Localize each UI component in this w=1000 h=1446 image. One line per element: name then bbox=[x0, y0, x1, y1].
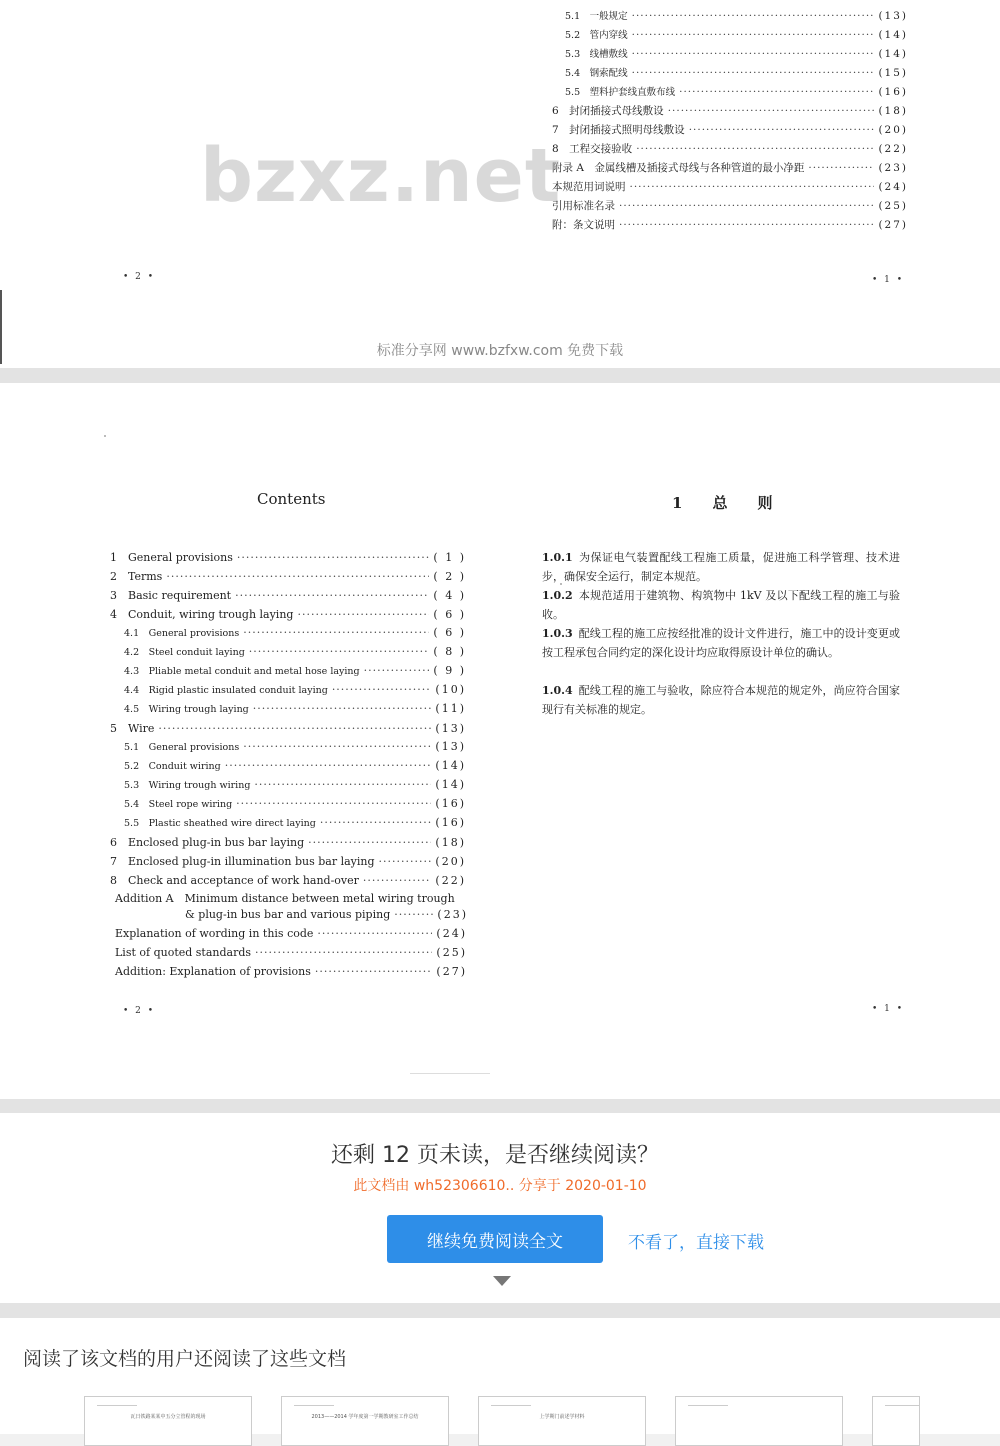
toc-page: (18) bbox=[435, 836, 466, 849]
toc-page: ( 8 ) bbox=[433, 645, 466, 658]
toc-label: 5.1 General provisions bbox=[124, 742, 240, 753]
toc-label: 3 Basic requirement bbox=[110, 589, 232, 602]
toc-label: 4.3 Pliable metal conduit and metal hose laying bbox=[124, 666, 360, 677]
toc-page: ( 6 ) bbox=[433, 608, 466, 621]
toc-label: 6 Enclosed plug-in bus bar laying bbox=[110, 836, 305, 849]
thumbnail-title: 2013——2014 学年度第一学期教研室工作总结 bbox=[311, 1414, 419, 1420]
remaining-pages-title: 还剩 12 页未读，是否继续阅读？ bbox=[331, 1143, 659, 1168]
toc-label: 4.5 Wiring trough laying bbox=[124, 704, 249, 715]
clause-paragraph bbox=[542, 624, 900, 662]
toc-entry bbox=[110, 777, 466, 795]
toc-entry bbox=[552, 198, 908, 214]
toc-page: (14) bbox=[878, 48, 908, 60]
toc-label: 5.5 塑料护套线直敷布线 bbox=[565, 87, 676, 98]
toc-page: (15) bbox=[878, 67, 908, 79]
toc-entry bbox=[552, 84, 908, 100]
related-title: 阅读了该文档的用户还阅读了这些文档 bbox=[23, 1348, 347, 1370]
toc-entry bbox=[110, 739, 466, 757]
toc-label: 5.4 钢索配线 bbox=[565, 68, 628, 79]
toc-entry bbox=[552, 160, 908, 176]
toc-page: (14) bbox=[878, 29, 908, 41]
page-number-left: • 2 • bbox=[123, 1006, 156, 1016]
toc-label: 2 Terms bbox=[110, 570, 163, 583]
toc-entry bbox=[552, 65, 908, 81]
thumbnail-title: 瓦日铁路某某中五分立管程的现场 bbox=[130, 1414, 206, 1420]
toc-page: (16) bbox=[878, 86, 908, 98]
toc-page: (14) bbox=[435, 778, 466, 791]
document-page-1 bbox=[0, 0, 1000, 368]
related-doc-thumbnail[interactable] bbox=[478, 1396, 646, 1446]
toc-page: ( 9 ) bbox=[433, 664, 466, 677]
toc-entry bbox=[110, 720, 466, 738]
clause-paragraph bbox=[542, 586, 900, 624]
toc-label: 5 Wire bbox=[110, 722, 155, 735]
toc-entry bbox=[110, 587, 466, 605]
toc-page: (13) bbox=[435, 722, 466, 735]
related-doc-thumbnail[interactable] bbox=[675, 1396, 843, 1446]
related-doc-thumbnail[interactable] bbox=[281, 1396, 449, 1446]
toc-addition-a bbox=[115, 890, 467, 906]
toc-entry bbox=[110, 682, 466, 700]
toc-addition-a-cont bbox=[185, 908, 468, 921]
download-link[interactable]: 不看了，直接下载 bbox=[628, 1233, 764, 1253]
clause-text: 配线工程的施工应按经批准的设计文件进行，施工中的设计变更或按工程承包合同约定的深化设计均应取得原设计单位的确认。 bbox=[542, 627, 900, 659]
toc-entry bbox=[110, 834, 466, 852]
toc-label: 5.2 Conduit wiring bbox=[124, 761, 221, 772]
toc-label: 4 Conduit, wiring trough laying bbox=[110, 608, 294, 621]
toc-page: (20) bbox=[435, 855, 466, 868]
toc-label: 6 封闭插接式母线敷设 bbox=[552, 105, 664, 117]
toc-label: 5.5 Plastic sheathed wire direct laying bbox=[124, 818, 316, 829]
related-doc-thumbnail[interactable] bbox=[872, 1396, 920, 1446]
toc-entry bbox=[110, 625, 466, 643]
toc-entry bbox=[552, 122, 908, 138]
toc-label: 1 General provisions bbox=[110, 551, 233, 564]
toc-page: (13) bbox=[878, 10, 908, 22]
toc-entry bbox=[552, 27, 908, 43]
toc-page: ( 1 ) bbox=[433, 551, 466, 564]
toc-entry bbox=[552, 179, 908, 195]
page-gap bbox=[0, 1099, 1000, 1113]
toc-entry bbox=[110, 853, 466, 871]
toc-label: 引用标准名录 bbox=[552, 200, 615, 212]
toc-entry bbox=[115, 965, 467, 978]
toc-page: (25) bbox=[436, 946, 467, 959]
toc-entry bbox=[110, 568, 466, 586]
toc-entry bbox=[110, 701, 466, 719]
toc-page: (22) bbox=[435, 874, 466, 887]
clause-number: 1.0.2 bbox=[542, 589, 573, 602]
toc-page: (10) bbox=[435, 683, 466, 696]
toc-page: (16) bbox=[435, 816, 466, 829]
toc-label: & plug-in bus bar and various piping bbox=[185, 908, 391, 921]
clause-text: 为保证电气装置配线工程施工质量，促进施工科学管理、技术进步，确保安全运行，制定本规范。 bbox=[542, 551, 900, 583]
clause-text: 本规范适用于建筑物、构筑物中 1kV 及以下配线工程的施工与验收。 bbox=[542, 589, 900, 621]
shared-by-info: 此文档由 wh52306610.. 分享于 2020-01-10 bbox=[353, 1178, 647, 1194]
page-number-right: • 1 • bbox=[872, 275, 905, 285]
page-number-left: • 2 • bbox=[123, 272, 156, 282]
toc-entry bbox=[110, 644, 466, 662]
clause-number: 1.0.1 bbox=[542, 551, 573, 564]
toc-page: (25) bbox=[878, 200, 908, 212]
toc-label: 7 Enclosed plug-in illumination bus bar laying bbox=[110, 855, 375, 868]
toc-page: (27) bbox=[878, 219, 908, 231]
page-number-right: • 1 • bbox=[872, 1004, 905, 1014]
toc-entry bbox=[115, 927, 467, 940]
toc-page: (14) bbox=[435, 759, 466, 772]
toc-entry bbox=[552, 141, 908, 157]
contents-title: Contents bbox=[257, 490, 326, 508]
toc-label: 附：条文说明 bbox=[552, 219, 615, 231]
toc-entry bbox=[552, 217, 908, 233]
toc-page: (24) bbox=[436, 927, 467, 940]
toc-label: 8 工程交接验收 bbox=[552, 143, 633, 155]
chapter-title: 1 总 则 bbox=[672, 494, 775, 512]
clause-text: 配线工程的施工与验收，除应符合本规范的规定外，尚应符合国家现行有关标准的规定。 bbox=[542, 684, 900, 716]
chevron-down-icon[interactable] bbox=[493, 1276, 511, 1286]
toc-label: 7 封闭插接式照明母线敷设 bbox=[552, 124, 685, 136]
toc-label: 5.1 一般规定 bbox=[565, 11, 628, 22]
toc-label: Addition A Minimum distance between metal wiring trough bbox=[115, 892, 455, 905]
toc-label: 8 Check and acceptance of work hand-over bbox=[110, 874, 359, 887]
toc-label: Explanation of wording in this code bbox=[115, 927, 314, 940]
toc-label: 4.1 General provisions bbox=[124, 628, 240, 639]
toc-page: (11) bbox=[435, 702, 466, 715]
toc-label: 4.2 Steel conduit laying bbox=[124, 647, 245, 658]
toc-page: (18) bbox=[878, 105, 908, 117]
toc-entry bbox=[110, 663, 466, 681]
toc-label: List of quoted standards bbox=[115, 946, 252, 959]
toc-label: 5.4 Steel rope wiring bbox=[124, 799, 233, 810]
toc-page: (27) bbox=[436, 965, 467, 978]
toc-page: (16) bbox=[435, 797, 466, 810]
footer-site-text: 标准分享网 www.bzfxw.com 免费下载 bbox=[376, 343, 624, 359]
continue-reading-button[interactable]: 继续免费阅读全文 bbox=[387, 1215, 603, 1263]
toc-entry bbox=[110, 549, 466, 567]
continue-reading-panel bbox=[0, 1113, 1000, 1303]
toc-page: ( 2 ) bbox=[433, 570, 466, 583]
toc-page: ( 6 ) bbox=[433, 626, 466, 639]
watermark: bzxz.net bbox=[200, 133, 562, 219]
section-gap bbox=[0, 1303, 1000, 1318]
related-documents bbox=[0, 1318, 1000, 1434]
toc-label: 本规范用词说明 bbox=[552, 181, 626, 193]
toc-entry bbox=[110, 606, 466, 624]
toc-label: 附录 A 金属线槽及插接式母线与各种管道的最小净距 bbox=[552, 162, 805, 174]
toc-page: ( 4 ) bbox=[433, 589, 466, 602]
toc-entry bbox=[552, 46, 908, 62]
toc-label: Addition: Explanation of provisions bbox=[115, 965, 311, 978]
toc-page: (20) bbox=[878, 124, 908, 136]
toc-page: (23) bbox=[878, 162, 908, 174]
toc-entry bbox=[552, 8, 908, 24]
toc-entry bbox=[110, 872, 466, 890]
toc-entry bbox=[552, 103, 908, 119]
toc-entry bbox=[115, 946, 467, 959]
clause-number: 1.0.3 bbox=[542, 627, 573, 640]
toc-label: 5.3 线槽敷线 bbox=[565, 49, 628, 60]
toc-page: (22) bbox=[878, 143, 908, 155]
related-doc-thumbnail[interactable] bbox=[84, 1396, 252, 1446]
page-gap bbox=[0, 368, 1000, 383]
toc-label: 5.2 管内穿线 bbox=[565, 30, 628, 41]
toc-page: (13) bbox=[435, 740, 466, 753]
toc-label: 5.3 Wiring trough wiring bbox=[124, 780, 251, 791]
scan-speck bbox=[410, 1073, 490, 1074]
clause-number: 1.0.4 bbox=[542, 684, 573, 697]
toc-page: (24) bbox=[878, 181, 908, 193]
toc-page: (23) bbox=[437, 908, 468, 921]
thumbnail-title: 上学期门前述学材料 bbox=[539, 1414, 585, 1420]
toc-entry bbox=[110, 815, 466, 833]
toc-entry bbox=[110, 758, 466, 776]
toc-entry bbox=[110, 796, 466, 814]
clause-paragraph bbox=[542, 681, 900, 719]
scan-speck bbox=[104, 435, 106, 437]
toc-label: 4.4 Rigid plastic insulated conduit laying bbox=[124, 685, 328, 696]
clause-paragraph bbox=[542, 548, 900, 586]
